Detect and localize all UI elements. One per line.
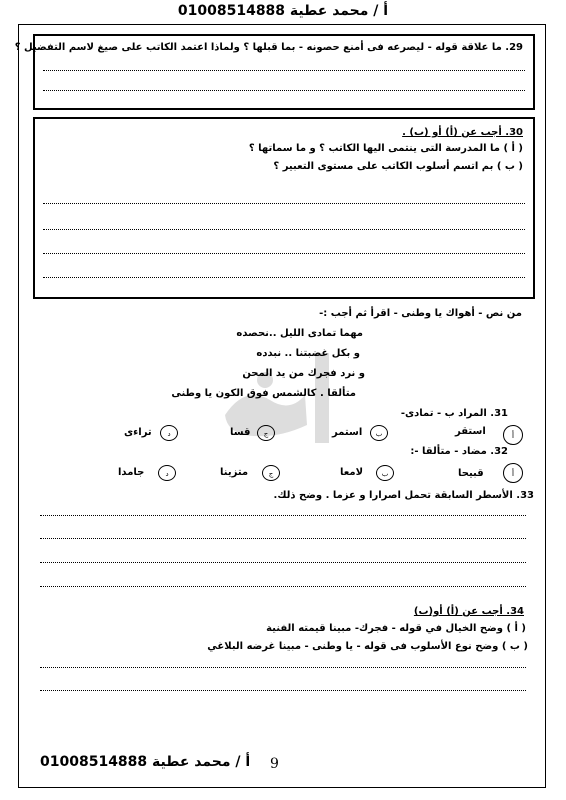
answer-line xyxy=(43,253,525,254)
option-b-marker: ب xyxy=(370,425,388,441)
answer-line xyxy=(40,562,526,563)
question-31-stem: 31. المراد ب - تمادى- xyxy=(400,408,508,419)
option-c-marker: ج xyxy=(262,465,280,481)
answer-line xyxy=(43,90,525,91)
question-30-box xyxy=(33,117,535,299)
answer-line xyxy=(43,229,525,230)
answer-line xyxy=(40,586,526,587)
question-30-b: ( ب ) بم اتسم أسلوب الكاتب على مستوى التعبير ؟ xyxy=(273,161,523,172)
question-29-box xyxy=(14,34,535,110)
section-intro: من نص - أهواك يا وطنى - اقرأ ثم أجب :- xyxy=(319,308,522,319)
option-b-marker: ب xyxy=(376,465,394,481)
question-34-a: ( أ ) وضح الخيال في قوله - فجرك- مبينا قيمته الفنية xyxy=(266,623,526,634)
question-34-title: 34. أجب عن (أ) أو(ب) xyxy=(413,606,524,617)
answer-line xyxy=(43,70,525,71)
option-c-text[interactable]: قسا xyxy=(230,427,251,438)
option-a-text[interactable]: قبيحا xyxy=(458,468,484,479)
answer-line xyxy=(43,203,525,204)
option-a-text[interactable]: استقر xyxy=(455,426,486,437)
answer-line xyxy=(43,277,525,278)
option-a-marker: أ xyxy=(503,425,523,445)
question-32-stem: 32. مضاد - متألقا -: xyxy=(410,446,508,457)
poem-line: و بكل غضبتنا .. نبدده xyxy=(256,348,360,359)
option-d-marker: د xyxy=(158,465,176,481)
answer-line xyxy=(40,667,526,668)
question-30-a: ( أ ) ما المدرسة التى ينتمى اليها الكاتب ؟ و ما سماتها ؟ xyxy=(248,143,523,154)
poem-line: و نرد فجرك من يد المحن xyxy=(242,368,365,379)
question-33: 33. الأسطر السابقة تحمل اصرارا و عزما . وضح ذلك. xyxy=(273,490,534,501)
option-c-text[interactable]: متزينا xyxy=(220,467,249,478)
page-number: 9 xyxy=(270,756,279,772)
question-30-title: 30. أجب عن (أ) أو (ب) . xyxy=(402,127,523,138)
option-d-text[interactable]: تراءى xyxy=(124,427,152,438)
answer-line xyxy=(40,538,526,539)
option-d-text[interactable]: جامدا xyxy=(118,467,145,478)
answer-line xyxy=(40,515,526,516)
watermark-logo xyxy=(215,345,345,455)
poem-line: متألقا . كالشمس فوق الكون يا وطنى xyxy=(171,388,356,399)
option-d-marker: د xyxy=(160,425,178,441)
footer-author: أ / محمد عطية 01008514888 xyxy=(40,754,251,770)
page-header: أ / محمد عطية 01008514888 xyxy=(177,3,389,19)
option-c-marker: ج xyxy=(257,425,275,441)
poem-line: مهما تمادى الليل ..نحصده xyxy=(236,328,363,339)
question-29: 29. ما علاقة قوله - ليصرعه فى أمنع حصونه - بما قبلها ؟ ولماذا اعتمد الكاتب على صيغ لاسم التفضيل ؟ xyxy=(14,42,523,53)
option-b-text[interactable]: استمر xyxy=(332,427,363,438)
answer-line xyxy=(40,690,526,691)
option-a-marker: أ xyxy=(503,463,523,483)
option-b-text[interactable]: لامعا xyxy=(340,467,364,478)
question-34-b: ( ب ) وضح نوع الأسلوب فى قوله - يا وطنى - مبينا غرضه البلاغي xyxy=(207,641,528,652)
